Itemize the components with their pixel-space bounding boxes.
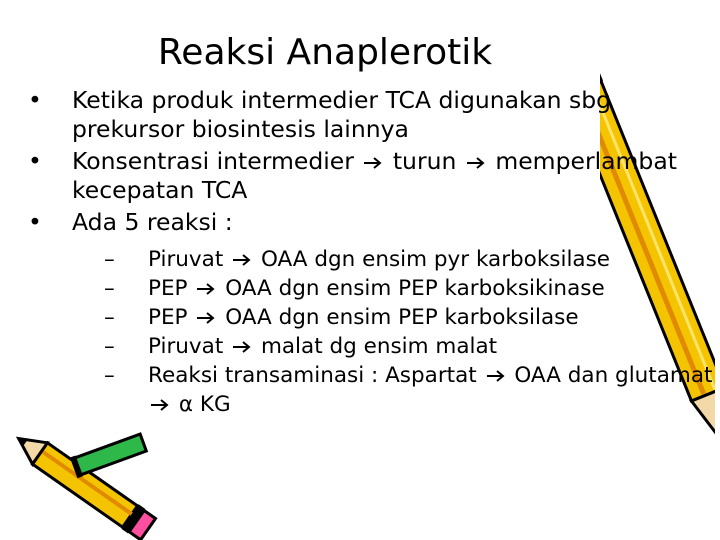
dash-symbol: – [104, 305, 115, 330]
sub-text: Piruvat [148, 247, 231, 272]
right-arrow-icon [363, 156, 383, 170]
dash-symbol: – [104, 363, 115, 388]
right-arrow-icon [232, 340, 252, 354]
sub-text: OAA dgn ensim pyr karboksilase [254, 247, 611, 272]
right-arrow-icon [196, 311, 216, 325]
sub-list [72, 245, 718, 419]
right-arrow-icon [150, 398, 170, 412]
bullet-symbol: • [28, 147, 42, 175]
sub-text: OAA dgn ensim PEP karboksikinase [218, 276, 605, 301]
sub-text: OAA dan glutamat [507, 363, 713, 388]
dash-symbol: – [104, 276, 115, 301]
sub-item [104, 274, 718, 303]
sub-text: OAA dgn ensim PEP karboksilase [218, 305, 579, 330]
bullet-text: Ada 5 reaksi : [72, 208, 233, 236]
sub-item [104, 303, 718, 332]
dash-symbol: – [104, 247, 115, 272]
sub-text: Piruvat [148, 334, 231, 359]
slide-title: Reaksi Anaplerotik [157, 32, 493, 73]
right-arrow-icon [486, 369, 506, 383]
bullet-text: turun [385, 147, 464, 175]
sub-text: malat dg ensim malat [254, 334, 498, 359]
bullet-text: Konsentrasi intermedier [72, 147, 362, 175]
bullet-text: Ketika produk intermedier TCA digunakan sbg prekursor biosintesis lainnya [72, 86, 612, 143]
right-arrow-icon [232, 253, 252, 267]
pencil-clipart-bottom-left [0, 430, 170, 540]
sub-text: PEP [148, 305, 195, 330]
bullet-item [28, 208, 718, 419]
right-arrow-icon [196, 282, 216, 296]
right-arrow-icon [466, 156, 486, 170]
bullet-text: memperlambat kecepatan TCA [72, 147, 677, 204]
bullet-list [28, 86, 718, 422]
dash-symbol: – [104, 334, 115, 359]
sub-item [104, 361, 718, 419]
sub-item [104, 332, 718, 361]
sub-text: Reaksi transaminasi : Aspartat [148, 363, 484, 388]
sub-text: PEP [148, 276, 195, 301]
sub-text: α KG [172, 392, 231, 417]
bullet-symbol: • [28, 86, 42, 114]
sub-item [104, 245, 718, 274]
bullet-item [28, 86, 718, 144]
bullet-item [28, 147, 718, 205]
bullet-symbol: • [28, 208, 42, 236]
